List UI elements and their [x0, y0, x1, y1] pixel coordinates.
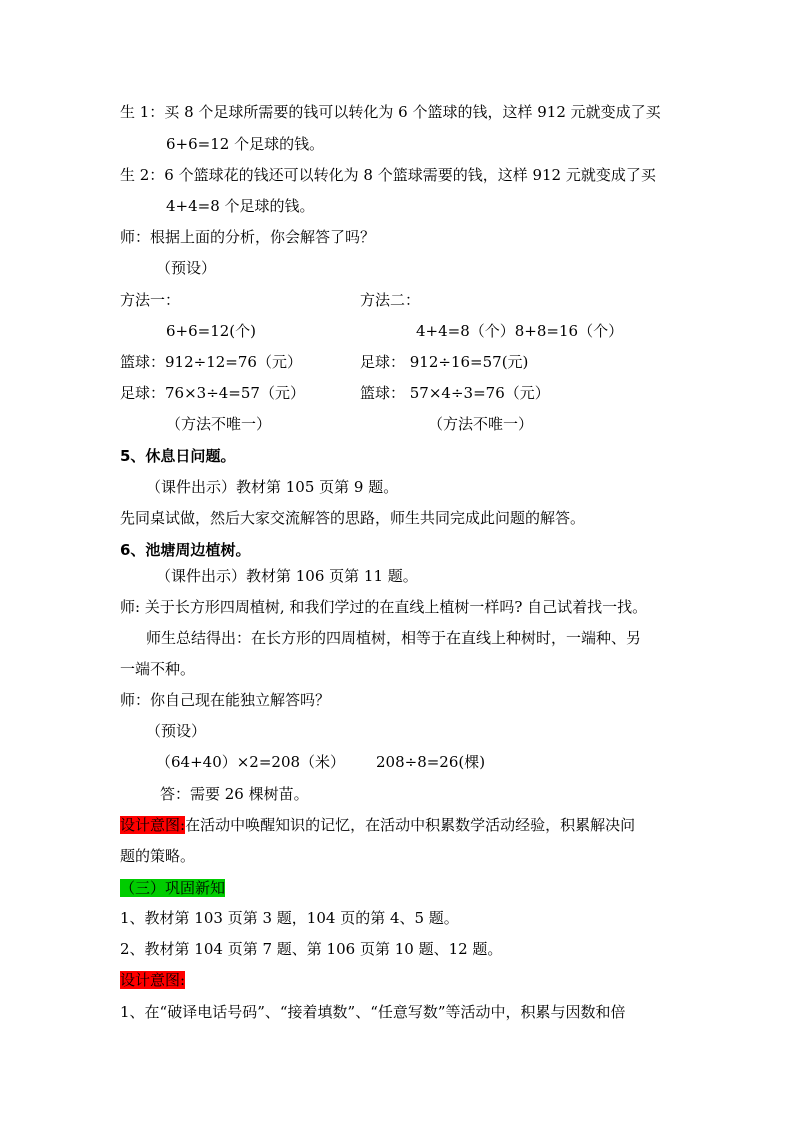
section6-line4: 一端不种。 — [120, 660, 196, 678]
method2-row2: 篮球： 57×4÷3=76（元） — [360, 384, 550, 402]
section5-line2: 先同桌试做，然后大家交流解答的思路，师生共同完成此问题的解答。 — [120, 509, 586, 527]
section6-heading: 6、池塘周边植树。 — [120, 541, 251, 559]
method2-title: 方法二： — [360, 291, 421, 309]
design-intent-2-text: 1、在“破译电话号码”、“接着填数”、“任意写数”等活动中，积累与因数和倍 — [120, 1003, 626, 1021]
section3-heading: （三）巩固新知 — [120, 879, 226, 897]
design-intent-label: 设计意图: — [120, 816, 186, 834]
section6-preset: （预设） — [146, 722, 207, 740]
preset-label: （预设） — [156, 259, 217, 277]
method2-note: （方法不唯一） — [428, 415, 534, 433]
method1-note: （方法不唯一） — [166, 415, 272, 433]
method2-calc: 4+4=8（个）8+8=16（个） — [416, 322, 624, 340]
student2-line1: 生 2：6 个篮球花的钱还可以转化为 8 个篮球需要的钱，这样 912 元就变成了买 — [120, 166, 656, 184]
teacher-question: 师：根据上面的分析，你会解答了吗？ — [120, 228, 376, 246]
section6-calc1: （64+40）×2=208（米） — [156, 753, 346, 771]
student1-line2: 6+6=12 个足球的钱。 — [166, 135, 325, 153]
section5-line1: （课件出示）教材第 105 页第 9 题。 — [146, 478, 399, 496]
section6-line2: 师: 关于长方形四周植树, 和我们学过的在直线上植树一样吗? 自己试着找一找。 — [120, 598, 648, 616]
design-intent-1-continued: 题的策略。 — [120, 847, 196, 865]
method1-title: 方法一： — [120, 291, 181, 309]
section3-line1: 1、教材第 103 页第 3 题，104 页的第 4、5 题。 — [120, 909, 459, 927]
design-intent-2-label: 设计意图: — [120, 971, 186, 989]
method2-row1: 足球： 912÷16=57(元) — [360, 353, 529, 371]
section6-answer: 答：需要 26 棵树苗。 — [160, 785, 309, 803]
section6-line3: 师生总结得出：在长方形的四周植树，相等于在直线上种树时，一端种、另 — [146, 629, 642, 647]
method1-row1: 篮球：912÷12=76（元） — [120, 353, 302, 371]
method1-row2: 足球：76×3÷4=57（元） — [120, 384, 305, 402]
design-intent-text: 在活动中唤醒知识的记忆，在活动中积累数学活动经验，积累解决问 — [185, 816, 636, 834]
section6-line5: 师：你自己现在能独立解答吗？ — [120, 691, 331, 709]
method1-calc: 6+6=12(个) — [166, 322, 257, 340]
section6-calc2: 208÷8=26(棵) — [376, 753, 486, 771]
section6-line1: （课件出示）教材第 106 页第 11 题。 — [156, 567, 418, 585]
student1-line1: 生 1：买 8 个足球所需要的钱可以转化为 6 个篮球的钱，这样 912 元就变成了买 — [120, 103, 661, 121]
student2-line2: 4+4=8 个足球的钱。 — [166, 197, 315, 215]
design-intent-2-wrap — [120, 970, 185, 990]
section3-line2: 2、教材第 104 页第 7 题、第 106 页第 10 题、12 题。 — [120, 940, 503, 958]
design-intent-1 — [120, 815, 635, 835]
section3-heading-wrap — [120, 878, 225, 898]
section5-heading: 5、休息日问题。 — [120, 447, 236, 465]
